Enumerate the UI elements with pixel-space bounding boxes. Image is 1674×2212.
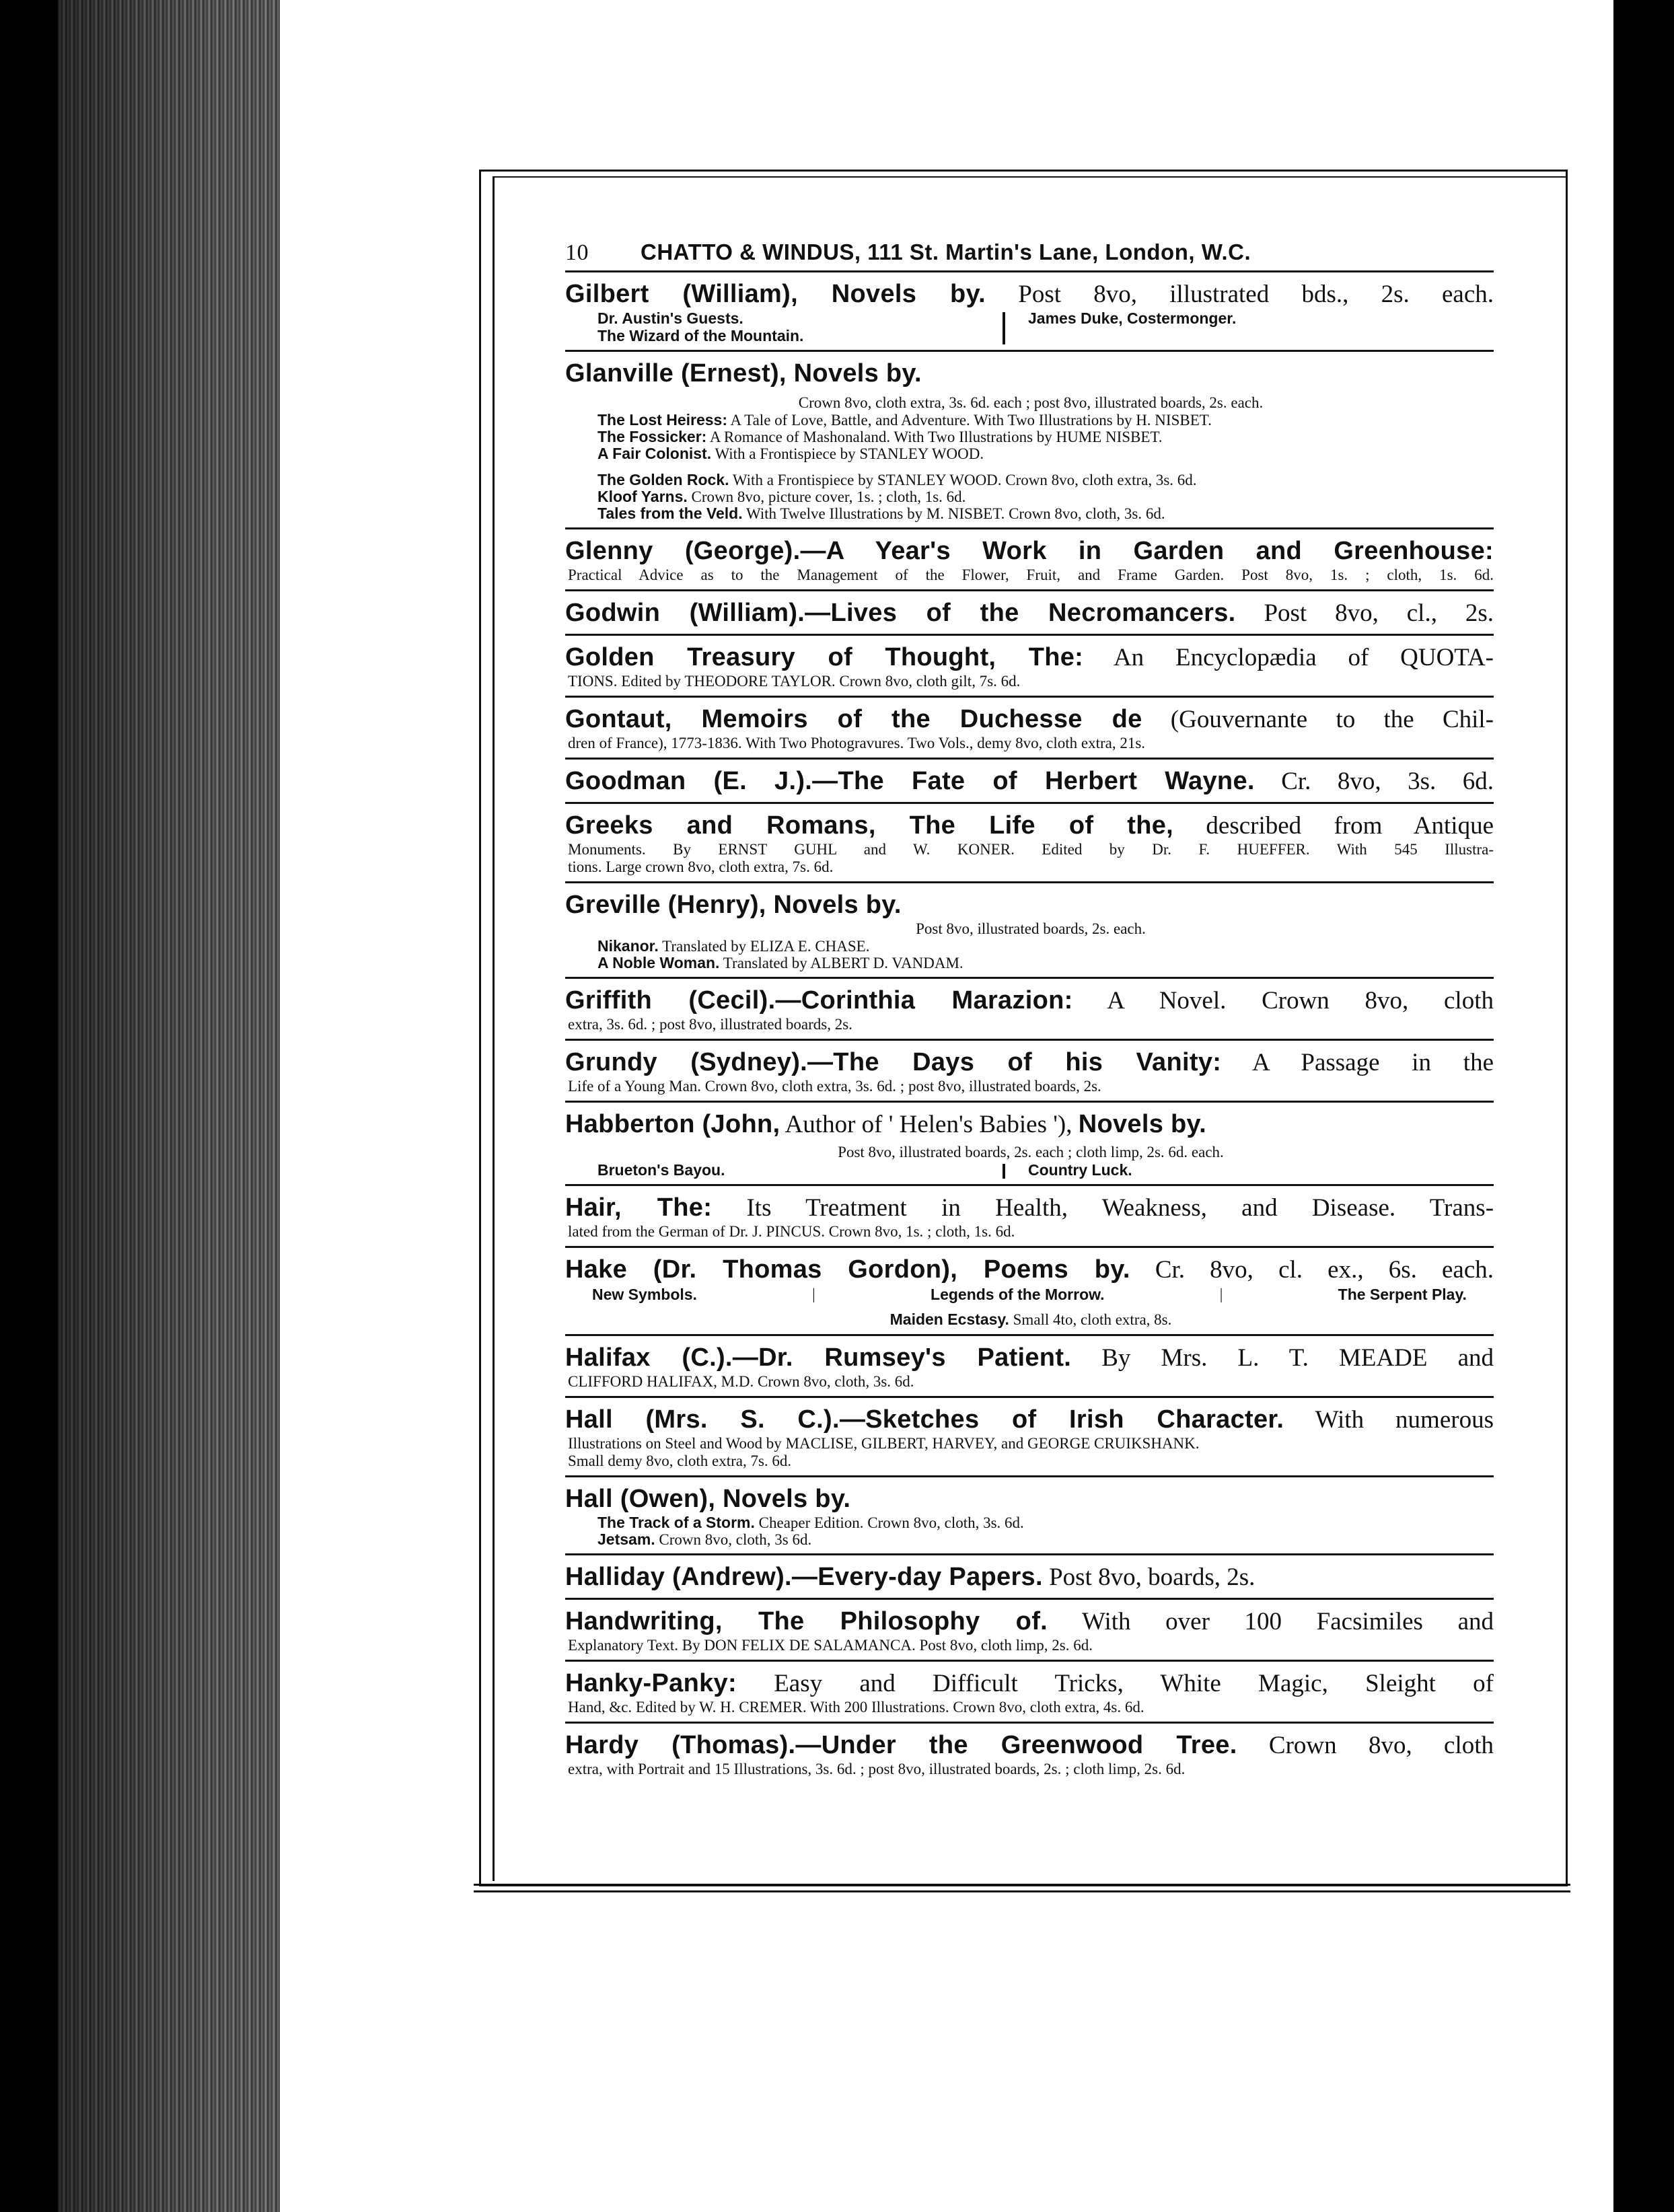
entry-desc: described from Antique xyxy=(1206,812,1494,840)
entry-habberton xyxy=(565,1103,1494,1186)
entry-heading: Glenny (George).—A Year's Work in Garden and Greenhouse: xyxy=(565,537,1494,565)
book-title: A Noble Woman. xyxy=(597,954,720,971)
book-desc: Translated by ELIZA E. CHASE. xyxy=(662,938,870,955)
entry-heading: Hair, The: xyxy=(565,1193,713,1222)
book-title: A Fair Colonist. xyxy=(597,445,712,462)
entry-desc: A Passage in the xyxy=(1251,1049,1494,1076)
entry-desc: An Encyclopædia of QUOTA- xyxy=(1113,644,1494,671)
book-title: Country Luck. xyxy=(1028,1161,1132,1179)
entry-sub: Monuments. By ERNST GUHL and W. KONER. Edited by Dr. F. HUEFFER. With 545 Illustra- xyxy=(568,841,1494,858)
book-title: Nikanor. xyxy=(597,937,659,955)
column-divider xyxy=(1003,312,1005,344)
entry-sub: Illustrations on Steel and Wood by MACLISE, GILBERT, HARVEY, and GEORGE CRUIKSHANK. xyxy=(568,1435,1200,1452)
entry-heading: Golden Treasury of Thought, The: xyxy=(565,643,1084,671)
book-title: The Track of a Storm. xyxy=(597,1514,755,1531)
entry-heading: Goodman (E. J.).—The Fate of Herbert Wayne. xyxy=(565,767,1255,795)
book-list xyxy=(565,1514,1494,1548)
title-columns xyxy=(565,309,1494,344)
entry-desc: Post 8vo, boards, 2s. xyxy=(1049,1563,1256,1591)
entry-sub: dren of France), 1773-1836. With Two Photogravures. Two Vols., demy 8vo, cloth extra, 21s. xyxy=(568,735,1146,751)
entry-greville xyxy=(565,883,1494,979)
entry-hall-mrs-sc xyxy=(565,1398,1494,1477)
entry-desc: With over 100 Facsimiles and xyxy=(1082,1608,1494,1635)
column-divider xyxy=(1003,1164,1005,1179)
entry-gontaut xyxy=(565,698,1494,760)
book-title: The Golden Rock. xyxy=(597,471,729,488)
book-desc: Translated by ALBERT D. VANDAM. xyxy=(723,955,963,971)
entry-heading: Halliday (Andrew).—Every-day Papers. xyxy=(565,1563,1043,1591)
book-title: The Wizard of the Mountain. xyxy=(597,327,804,344)
entry-desc: Crown 8vo, cloth xyxy=(1268,1732,1494,1759)
book-desc: Crown 8vo, picture cover, 1s. ; cloth, 1s. 6d. xyxy=(691,488,966,505)
book-title: Legends of the Morrow. xyxy=(931,1286,1105,1303)
entry-gilbert xyxy=(565,272,1494,352)
entry-desc: Easy and Difficult Tricks, White Magic, Sleight of xyxy=(774,1670,1494,1697)
entry-hardy xyxy=(565,1724,1494,1783)
entry-desc: Its Treatment in Health, Weakness, and Disease. Trans- xyxy=(746,1194,1494,1222)
entry-goodman xyxy=(565,760,1494,804)
book-title: Jetsam. xyxy=(597,1531,655,1548)
running-header xyxy=(565,239,1494,270)
book-list xyxy=(565,412,1494,522)
title-columns xyxy=(565,1161,1494,1179)
column-divider: | xyxy=(1219,1286,1223,1302)
book-desc: With a Frontispiece by STANLEY WOOD. Crown 8vo, cloth extra, 3s. 6d. xyxy=(732,472,1197,488)
entry-hanky-panky xyxy=(565,1662,1494,1724)
entry-hake xyxy=(565,1248,1494,1336)
title-columns xyxy=(565,1285,1494,1304)
entry-heading: Gilbert (William), Novels by. xyxy=(565,280,986,308)
entry-golden-treasury xyxy=(565,636,1494,698)
entry-hall-owen xyxy=(565,1477,1494,1555)
entry-heading: Handwriting, The Philosophy of. xyxy=(565,1607,1048,1635)
entry-desc: Post 8vo, cl., 2s. xyxy=(1264,599,1494,627)
entry-heading: Godwin (William).—Lives of the Necromancers. xyxy=(565,599,1236,627)
entry-sub: Life of a Young Man. Crown 8vo, cloth extra, 3s. 6d. ; post 8vo, illustrated boards, 2s. xyxy=(568,1078,1101,1095)
entry-hair xyxy=(565,1186,1494,1248)
book-desc: With a Frontispiece by STANLEY WOOD. xyxy=(715,445,984,462)
entry-handwriting xyxy=(565,1600,1494,1662)
scan-left-margin xyxy=(0,0,58,2212)
entry-grundy xyxy=(565,1041,1494,1103)
frame-bottom-rule xyxy=(474,1884,1570,1886)
entry-halliday xyxy=(565,1555,1494,1600)
entry-sub: tions. Large crown 8vo, cloth extra, 7s. 6d. xyxy=(568,858,834,875)
entry-greeks-romans xyxy=(565,804,1494,883)
publisher-line: CHATTO & WINDUS, 111 St. Martin's Lane, London, W.C. xyxy=(641,239,1251,264)
entry-price: Crown 8vo, cloth extra, 3s. 6d. each ; post 8vo, illustrated boards, 2s. each. xyxy=(798,394,1264,411)
entry-heading: Habberton (John, xyxy=(565,1110,780,1138)
book-title: New Symbols. xyxy=(592,1286,697,1303)
book-title: The Fossicker: xyxy=(597,428,707,445)
page-number: 10 xyxy=(565,240,589,265)
entry-desc: Post 8vo, illustrated bds., 2s. each. xyxy=(1018,281,1494,308)
entry-sub: extra, with Portrait and 15 Illustrations, 3s. 6d. ; post 8vo, illustrated boards, 2s. ; cloth limp, 2s. 6d. xyxy=(568,1761,1186,1777)
entry-desc: Cr. 8vo, 3s. 6d. xyxy=(1281,768,1494,795)
entry-sub: extra, 3s. 6d. ; post 8vo, illustrated boards, 2s. xyxy=(568,1016,852,1033)
entry-heading: Halifax (C.).—Dr. Rumsey's Patient. xyxy=(565,1343,1072,1372)
book-desc: A Tale of Love, Battle, and Adventure. With Two Illustrations by H. NISBET. xyxy=(730,412,1212,429)
entry-desc: A Novel. Crown 8vo, cloth xyxy=(1107,987,1494,1015)
entry-heading: Glanville (Ernest), Novels by. xyxy=(565,359,922,388)
book-desc: A Romance of Mashonaland. With Two Illustrations by HUME NISBET. xyxy=(709,429,1163,445)
entry-price: Post 8vo, illustrated boards, 2s. each. xyxy=(916,920,1146,937)
catalogue-page xyxy=(565,239,1494,1783)
entry-godwin xyxy=(565,591,1494,636)
book-title: Kloof Yarns. xyxy=(597,488,688,505)
entry-desc: With numerous xyxy=(1315,1406,1494,1434)
entry-desc: Cr. 8vo, cl. ex., 6s. each. xyxy=(1155,1256,1494,1284)
entry-sub: Explanatory Text. By DON FELIX DE SALAMANCA. Post 8vo, cloth limp, 2s. 6d. xyxy=(568,1637,1093,1654)
entry-sub: Small demy 8vo, cloth extra, 7s. 6d. xyxy=(568,1452,792,1469)
frame-bottom-rule-2 xyxy=(474,1890,1570,1892)
book-desc: Cheaper Edition. Crown 8vo, cloth, 3s. 6d. xyxy=(758,1514,1024,1531)
book-title: Brueton's Bayou. xyxy=(597,1161,725,1179)
entry-desc: Author of ' Helen's Babies '), xyxy=(785,1111,1072,1138)
entry-heading: Greville (Henry), Novels by. xyxy=(565,891,902,919)
book-page-edges xyxy=(58,0,280,2212)
entry-heading: Grundy (Sydney).—The Days of his Vanity: xyxy=(565,1048,1222,1076)
scan-right-margin xyxy=(1613,0,1674,2212)
book-title: The Lost Heiress: xyxy=(597,411,727,429)
entry-sub: CLIFFORD HALIFAX, M.D. Crown 8vo, cloth, 3s. 6d. xyxy=(568,1373,914,1390)
book-title: James Duke, Costermonger. xyxy=(1028,309,1237,327)
entry-griffith xyxy=(565,979,1494,1041)
entry-heading: Hall (Owen), Novels by. xyxy=(565,1485,851,1513)
entry-heading: Hall (Mrs. S. C.).—Sketches of Irish Character. xyxy=(565,1405,1284,1434)
entry-desc: By Mrs. L. T. MEADE and xyxy=(1101,1344,1494,1372)
book-title: Maiden Ecstasy. xyxy=(889,1311,1009,1328)
entry-heading: Hake (Dr. Thomas Gordon), Poems by. xyxy=(565,1255,1130,1284)
entry-halifax xyxy=(565,1336,1494,1398)
entry-glenny xyxy=(565,529,1494,591)
entry-sub: Hand, &c. Edited by W. H. CREMER. With 200 Illustrations. Crown 8vo, cloth extra, 4s. 6d. xyxy=(568,1699,1144,1716)
book-desc: With Twelve Illustrations by M. NISBET. Crown 8vo, cloth, 3s. 6d. xyxy=(745,505,1165,522)
entry-heading: Hanky-Panky: xyxy=(565,1669,737,1697)
entry-glanville xyxy=(565,352,1494,529)
book-list xyxy=(565,938,1494,971)
book-title: Dr. Austin's Guests. xyxy=(597,309,743,327)
column-divider: | xyxy=(812,1286,815,1302)
book-title: The Serpent Play. xyxy=(1338,1286,1467,1303)
entry-sub: lated from the German of Dr. J. PINCUS. Crown 8vo, 1s. ; cloth, 1s. 6d. xyxy=(568,1223,1015,1240)
entry-heading: Hardy (Thomas).—Under the Greenwood Tree. xyxy=(565,1731,1237,1759)
entry-heading: Griffith (Cecil).—Corinthia Marazion: xyxy=(565,986,1073,1015)
entry-sub: Practical Advice as to the Management of the Flower, Fruit, and Frame Garden. Post 8vo, 1s. ; cloth, 1s. 6d. xyxy=(568,566,1494,583)
entry-sub: TIONS. Edited by THEODORE TAYLOR. Crown 8vo, cloth gilt, 7s. 6d. xyxy=(568,673,1021,690)
entry-heading: Greeks and Romans, The Life of the, xyxy=(565,811,1174,840)
book-title: Tales from the Veld. xyxy=(597,505,743,522)
entry-price: Post 8vo, illustrated boards, 2s. each ; cloth limp, 2s. 6d. each. xyxy=(838,1144,1224,1160)
entry-desc: (Gouvernante to the Chil- xyxy=(1170,706,1494,733)
entry-heading: Gontaut, Memoirs of the Duchesse de xyxy=(565,705,1142,733)
book-desc: Crown 8vo, cloth, 3s 6d. xyxy=(659,1531,812,1548)
entry-heading-tail: Novels by. xyxy=(1078,1110,1206,1138)
book-desc: Small 4to, cloth extra, 8s. xyxy=(1013,1311,1172,1328)
